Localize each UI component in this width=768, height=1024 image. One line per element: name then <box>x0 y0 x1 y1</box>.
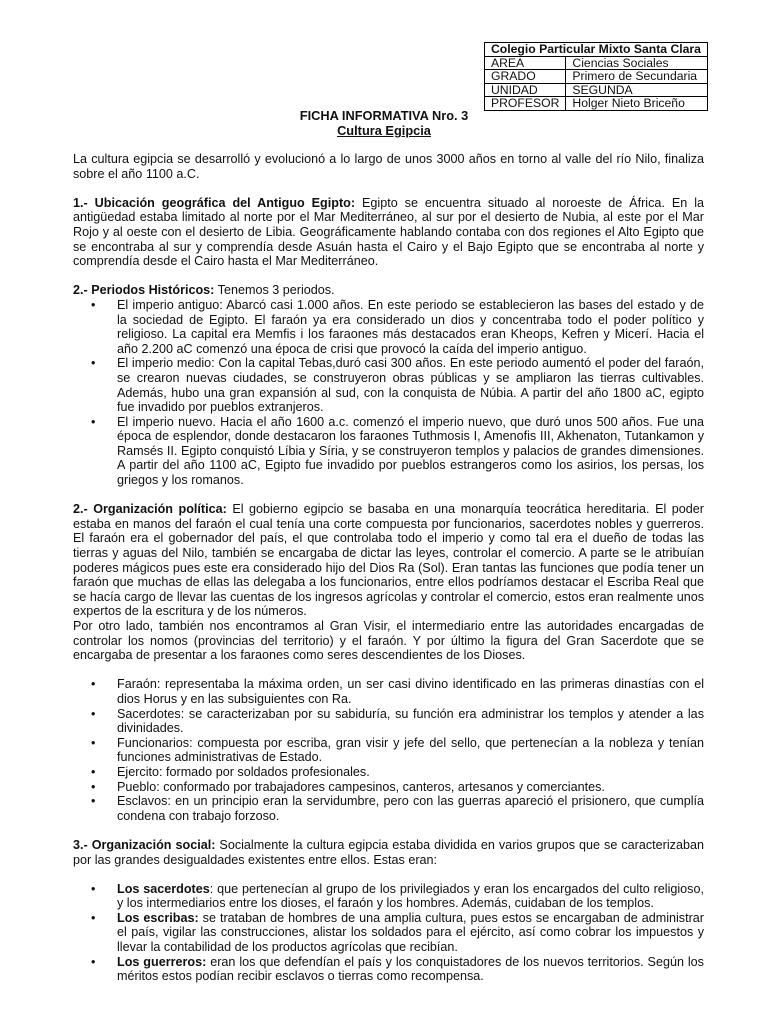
item-label: Los escribas: <box>117 910 199 925</box>
unit-value: SEGUNDA <box>566 83 708 97</box>
list-item: • Ejercito: formado por soldados profesionales. <box>73 765 704 780</box>
periods-list <box>73 298 704 488</box>
section-social <box>73 838 704 867</box>
list-item: • Esclavos: en un principio eran la servidumbre, pero con las guerras apareció el prisionero, que cumplía condena con trabajo forzoso. <box>73 794 704 823</box>
list-item: • Pueblo: conformado por trabajadores campesinos, canteros, artesanos y comerciantes. <box>73 780 704 795</box>
grade-value: Primero de Secundaria <box>566 70 708 84</box>
document-body <box>73 152 704 984</box>
grade-label: GRADO <box>485 70 566 84</box>
item-text: eran los que defendían el país y los conquistadores de los nuevos territorios. Según los méritos estos podían recibir esclavos o tierras como recompensa. <box>117 954 704 984</box>
table-row <box>485 56 708 70</box>
item-label: Los guerreros: <box>117 954 207 969</box>
social-list <box>73 882 704 984</box>
section-text: Tenemos 3 periodos. <box>214 283 335 298</box>
unit-label: UNIDAD <box>485 83 566 97</box>
teacher-value: Holger Nieto Briceño <box>566 97 708 111</box>
section-heading: 3.- Organización social: <box>73 837 216 852</box>
table-row <box>485 70 708 84</box>
item-text: : que pertenecían al grupo de los privilegiados y eran los encargados del culto religioso, y los intermediarios entre los dioses, el faraón y los hombres. Además, cuidaban de los templos. <box>117 881 704 911</box>
list-item: • Funcionarios: compuesta por escriba, gran visir y jefe del sello, que pertenecían a la nobleza y tenían funciones administrativas de Estado. <box>73 736 704 765</box>
list-item <box>73 955 704 984</box>
list-item: • El imperio nuevo. Hacia el año 1600 a.c. comenzó el imperio nuevo, que duró unos 500 años. Fue una época de esplendor, donde destacaron los faraones Tuthmosis I, Amenofis III, Akhenaton, Tutankamon y Ramsés II. Egipto conquistó Líbia y Síria, y se construyeron templos y palacios de grandes dimensiones. A partir del año 1100 aC, Egipto fue invadido por pueblos estrangeros como los asirios, los persas, los griegos y los romanos. <box>73 415 704 488</box>
section-geography <box>73 196 704 269</box>
section-heading: 1.- Ubicación geográfica del Antiguo Egipto: <box>73 195 356 210</box>
list-item: • El imperio antiguo: Abarcó casi 1.000 años. En este periodo se establecieron las bases del estado y de la sociedad de Egipto. El faraón ya era considerado un dios y concentraba todo el poder político y religioso. La capital era Memfis i los faraones más destacados eran Kheops, Kefren y Micerí. Hacia el año 2.200 aC comenzó una época de crisi que provocó la caída del imperio antiguo. <box>73 298 704 356</box>
section-text: Socialmente la cultura egipcia estaba dividida en varios grupos que se caracterizaban por las grandes desigualdades existentes entre ellos. Estas eran: <box>73 837 704 867</box>
section-text: Egipto se encuentra situado al noroeste de África. En la antigüedad estaba limitado al norte por el Mar Mediterráneo, al sur por el desierto de Nubia, al este por el Mar Rojo y al oeste con el desierto de Libia. Geográficamente hablando contaba con dos regiones el Alto Egipto que se encontraba al sur y comprendía desde Asuán hasta el Cairo y el Bajo Egipto que se encontraba al norte y comprendía desde el Cairo hasta el Mar Mediterráneo. <box>73 195 704 269</box>
school-name: Colegio Particular Mixto Santa Clara <box>485 43 708 57</box>
section-periods <box>73 283 704 298</box>
header-info-table <box>484 42 708 111</box>
item-label: Los sacerdotes <box>117 881 210 896</box>
table-row <box>485 83 708 97</box>
item-text: se trataban de hombres de una amplia cultura, pues estos se encargaban de administrar el país, vigilar las construcciones, alistar los soldados para el ejército, así como cobrar los impuestos y llevar la contabilidad de los productos agrícolas que recibían. <box>117 910 704 955</box>
section-political-continued: Por otro lado, también nos encontramos al Gran Visir, el intermediario entre las autoridades encargadas de controlar los nomos (provincias del territorio) y el faraón. Y por último la figura del Gran Sacerdote que se encargaba de presentar a los faraones como seres descendientes de los Dioses. <box>73 619 704 663</box>
section-heading: 2.- Periodos Históricos: <box>73 283 215 298</box>
page-subtitle: Cultura Egipcia <box>337 123 431 138</box>
teacher-label: PROFESOR <box>485 97 566 111</box>
area-value: Ciencias Sociales <box>566 56 708 70</box>
list-item <box>73 882 704 911</box>
list-item: • Faraón: representaba la máxima orden, un ser casi divino identificado en las primeras dinastías con el dios Horus y en las subsiguientes con Ra. <box>73 677 704 706</box>
list-item: • Sacerdotes: se caracterizaban por su sabiduría, su función era administrar los templos y atender a las divinidades. <box>73 707 704 736</box>
section-text: El gobierno egipcio se basaba en una monarquía teocrática hereditaria. El poder estaba en manos del faraón el cual tenía una corte compuesta por funcionarios, sacerdotes nobles y guerreros. El faraón era el gobernador del país, el que controlaba todo el imperio y como tal era el dueño de todas las tierras y aguas del Nilo, también se encargaba de dictar las leyes, controlar el comercio. A parte se le atribuían poderes mágicos pues este era considerado hijo del Dios Ra (Sol). Eran tantas las funciones que podía tener un faraón que muchas de ellas las delegaba a los funcionarios, entre ellos podríamos destacar el Escriba Real que se hacía cargo de llevar las cuentas de los ingresos agrícolas y controlar el comercio, estos eran realmente unos expertos de la escritura y de los números. <box>73 502 704 619</box>
table-row <box>485 43 708 57</box>
section-heading: 2.- Organización política: <box>73 502 227 517</box>
list-item: • El imperio medio: Con la capital Tebas,duró casi 300 años. En este periodo aumentó el poder del faraón, se crearon nuevas ciudades, se construyeron obras públicas y se ampliaron las tierras cultivables. Además, hubo una gran expansión al sud, con la conquista de Núbia. A partir del año 1800 aC, egipto fue invadido por pueblos extranjeros. <box>73 356 704 414</box>
intro-paragraph: La cultura egipcia se desarrolló y evolucionó a lo largo de unos 3000 años en torno al valle del río Nilo, finaliza sobre el año 1100 a.C. <box>73 152 704 181</box>
page-title: FICHA INFORMATIVA Nro. 3 <box>299 108 469 123</box>
political-list <box>73 677 704 823</box>
section-political <box>73 502 704 619</box>
area-label: AREA <box>485 56 566 70</box>
list-item <box>73 911 704 955</box>
title-block <box>0 108 768 138</box>
